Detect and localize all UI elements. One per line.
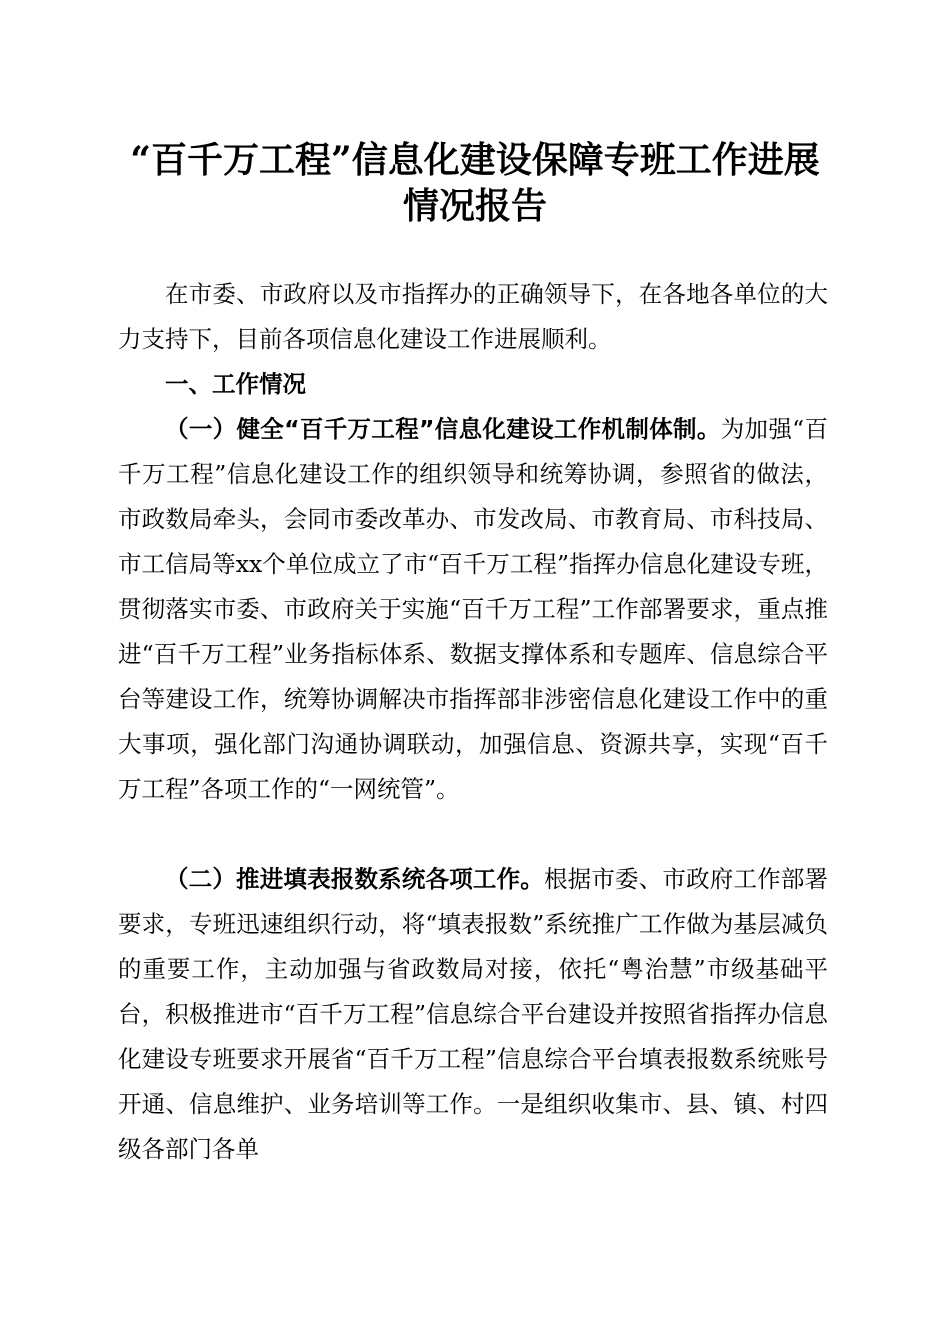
section-2-paragraph (118, 857, 828, 1172)
intro-text: 在市委、市政府以及市指挥办的正确领导下，在各地各单位的大力支持下，目前各项信息化建设工作进展顺利。 (118, 280, 828, 353)
document-title-line-2: 情况报告 (402, 185, 547, 227)
document-title-line-1: “百千万工程”信息化建设保障专班工作进展 (130, 139, 820, 181)
section-heading-work-status: 一、工作情况 (165, 370, 306, 398)
section-1-text: 为加强“百千万工程”信息化建设工作的组织领导和统筹协调，参照省的做法，市政数局牵头，会同市委改革办、市发改局、市教育局、市科技局、市工信局等xx个单位成立了市“百千万工程”指挥办信息化建设专班，贯彻落实市委、市政府关于实施“百千万工程”工作部署要求，重点推进“百千万工程”业务指标体系、数据支撑体系和专题库、信息综合平台等建设工作，统筹协调解决市指挥部非涉密信息化建设工作中的重大事项，强化部门沟通协调联动，加强信息、资源共享，实现“百千万工程”各项工作的“一网统管”。 (118, 415, 829, 803)
section-2-lead: （二）推进填表报数系统各项工作。 (165, 865, 544, 893)
section-1-lead: （一）健全“百千万工程”信息化建设工作机制体制。 (165, 415, 721, 443)
section-2-text: 根据市委、市政府工作部署要求，专班迅速组织行动，将“填表报数”系统推广工作做为基层减负的重要工作，主动加强与省政数局对接，依托“粤治慧”市级基础平台，积极推进市“百千万工程”信息综合平台建设并按照省指挥办信息化建设专班要求开展省“百千万工程”信息综合平台填表报数系统账号开通、信息维护、业务培训等工作。一是组织收集市、县、镇、村四级各部门各单 (118, 865, 829, 1163)
section-2-body (118, 857, 828, 1172)
section-1-body (118, 407, 828, 812)
intro-paragraph (118, 272, 828, 362)
section-1-paragraph (118, 407, 828, 812)
